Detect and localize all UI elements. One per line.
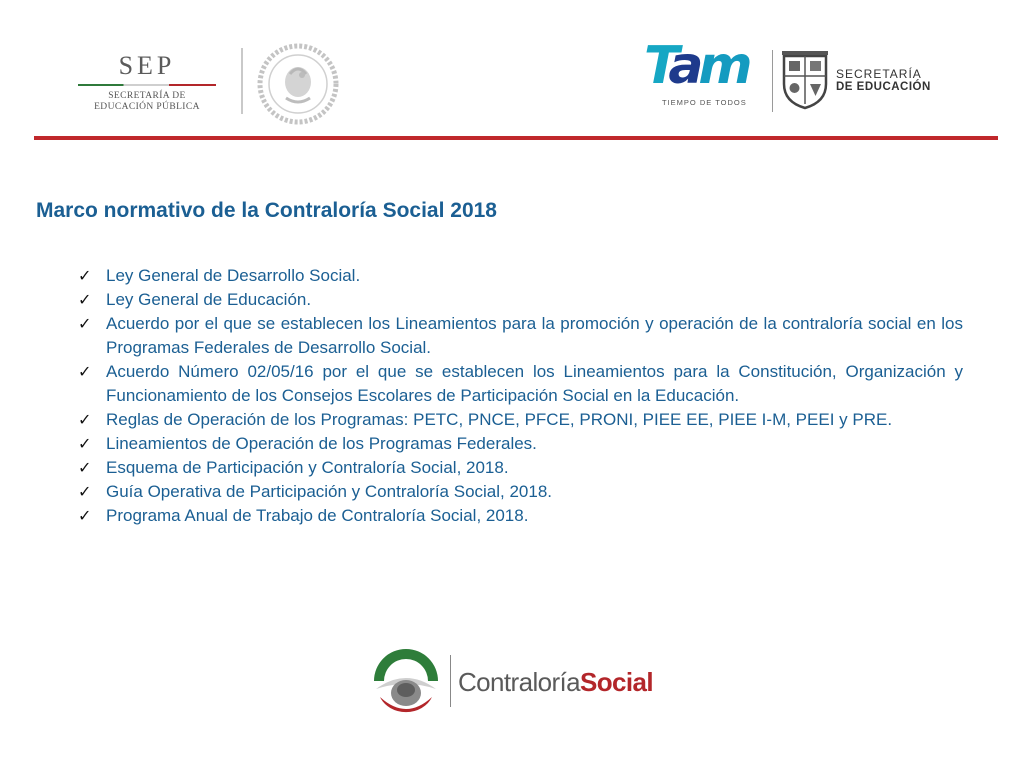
list-item-text: Ley General de Desarrollo Social. xyxy=(106,266,361,285)
checkmark-icon: ✓ xyxy=(78,266,92,285)
checkmark-icon: ✓ xyxy=(78,362,92,381)
secretaria-line1: SECRETARÍA xyxy=(836,67,922,81)
checkmark-icon: ✓ xyxy=(78,506,92,525)
list-item-text: Lineamientos de Operación de los Programas Federales. xyxy=(106,434,537,453)
list-item-text: Acuerdo por el que se establecen los Lineamientos para la promoción y operación de la contraloría social en los Programas Federales de Desarrollo Social. xyxy=(106,314,963,357)
list-item xyxy=(78,504,963,528)
list-item-text: Programa Anual de Trabajo de Contraloría Social, 2018. xyxy=(106,506,529,525)
list-item xyxy=(78,408,963,432)
list-item xyxy=(78,432,963,456)
checkmark-icon: ✓ xyxy=(78,434,92,453)
checkmark-icon: ✓ xyxy=(78,290,92,309)
contraloria-social-wordmark xyxy=(458,667,653,698)
checkmark-icon: ✓ xyxy=(78,410,92,429)
wordmark-social: Social xyxy=(580,667,654,697)
tam-letter-t: T xyxy=(644,36,669,96)
list-item xyxy=(78,480,963,504)
sep-subtitle-line2: EDUCACIÓN PÚBLICA xyxy=(94,102,200,112)
list-item-text: Esquema de Participación y Contraloría Social, 2018. xyxy=(106,458,509,477)
checkmark-icon: ✓ xyxy=(78,482,92,501)
list-item-text: Guía Operativa de Participación y Contraloría Social, 2018. xyxy=(106,482,553,501)
checkmark-icon: ✓ xyxy=(78,458,92,477)
header-red-rule xyxy=(34,136,998,140)
tam-tagline: TIEMPO DE TODOS xyxy=(662,98,747,107)
tam-wordmark xyxy=(644,36,748,96)
sep-subtitle-line1: SECRETARÍA DE xyxy=(108,91,186,101)
tamaulipas-logo xyxy=(644,36,772,114)
secretaria-educacion-logo xyxy=(836,68,931,94)
wordmark-contraloria: Contraloría xyxy=(458,667,581,697)
page-title: Marco normativo de la Contraloría Social 2018 xyxy=(36,199,497,222)
contraloria-divider xyxy=(450,655,451,707)
regulations-list xyxy=(78,264,963,528)
header-divider-left xyxy=(241,48,243,114)
sep-wordmark: SEP xyxy=(118,51,176,80)
list-item xyxy=(78,264,963,288)
list-item xyxy=(78,312,963,360)
list-item xyxy=(78,456,963,480)
checkmark-icon: ✓ xyxy=(78,314,92,333)
list-item xyxy=(78,288,963,312)
list-item-text: Ley General de Educación. xyxy=(106,290,312,309)
national-coat-of-arms-icon xyxy=(256,42,340,126)
list-item-text: Acuerdo Número 02/05/16 por el que se establecen los Lineamientos para la Constitución, Organización y Funcionamiento de los Consejos Escolares de Participación Social en la Educación. xyxy=(106,362,963,405)
header-divider-right xyxy=(772,50,773,112)
sep-tricolor-bar xyxy=(78,84,216,86)
list-item-text: Reglas de Operación de los Programas: PETC, PNCE, PFCE, PRONI, PIEE EE, PIEE I-M, PEEI y PRE. xyxy=(106,410,893,429)
secretaria-line2: DE EDUCACIÓN xyxy=(836,81,931,93)
state-coat-of-arms-icon xyxy=(780,50,830,110)
sep-logo xyxy=(72,52,222,122)
page-header xyxy=(0,0,1024,140)
tam-letter-m: m xyxy=(698,36,748,96)
contraloria-social-logo xyxy=(370,645,654,725)
list-item xyxy=(78,360,963,408)
contraloria-social-emblem-icon xyxy=(370,645,442,719)
tam-letter-a: a xyxy=(668,36,699,96)
